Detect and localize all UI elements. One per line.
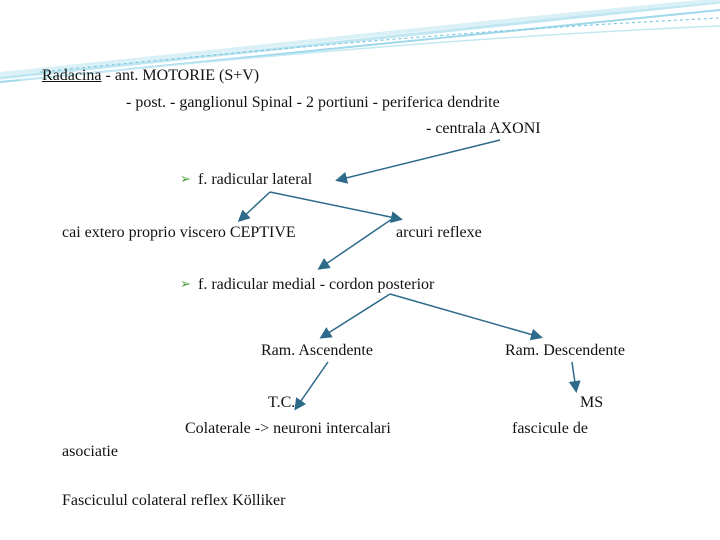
arrow-ascendente-to-tc [296, 362, 328, 408]
ms-label: MS [580, 394, 604, 411]
bullet-radicular-lateral: f. radicular lateral [198, 171, 313, 188]
fasciculul-kolliker: Fasciculul colateral reflex Kölliker [62, 492, 286, 509]
asociatie: asociatie [62, 443, 118, 460]
tc-label: T.C. [268, 394, 296, 411]
line-3: - centrala AXONI [426, 120, 541, 137]
bullet-radicular-medial: f. radicular medial - cordon posterior [198, 276, 435, 293]
arrow-medial-to-ascendente [322, 294, 390, 337]
colaterale-neuroni: Colaterale -> neuroni intercalari [185, 420, 391, 437]
arrow-bullet-icon: ➢ [180, 172, 191, 187]
arrow-descendente-to-ms [572, 362, 576, 390]
line-2: - post. - ganglionul Spinal - 2 portiuni - periferica dendrite [126, 94, 500, 111]
ram-descendente: Ram. Descendente [505, 342, 625, 359]
arrow-bullet-icon: ➢ [180, 277, 191, 292]
arrow-lateral-to-cai [240, 192, 270, 220]
fascicule-de: fascicule de [512, 420, 588, 437]
arrow-axoni-to-lateral [338, 140, 500, 180]
cai-ceptive: cai extero proprio viscero CEPTIVE [62, 224, 296, 241]
arrow-lateral-to-arcuri [270, 192, 400, 219]
arcuri-reflexe: arcuri reflexe [396, 224, 482, 241]
line-1-rest: - ant. MOTORIE (S+V) [101, 67, 260, 84]
heading-radacina: Radacina [42, 67, 102, 84]
ram-ascendente: Ram. Ascendente [261, 342, 373, 359]
arrow-medial-to-descendente [390, 294, 540, 337]
arrow-arcuri-to-medial [320, 219, 392, 268]
